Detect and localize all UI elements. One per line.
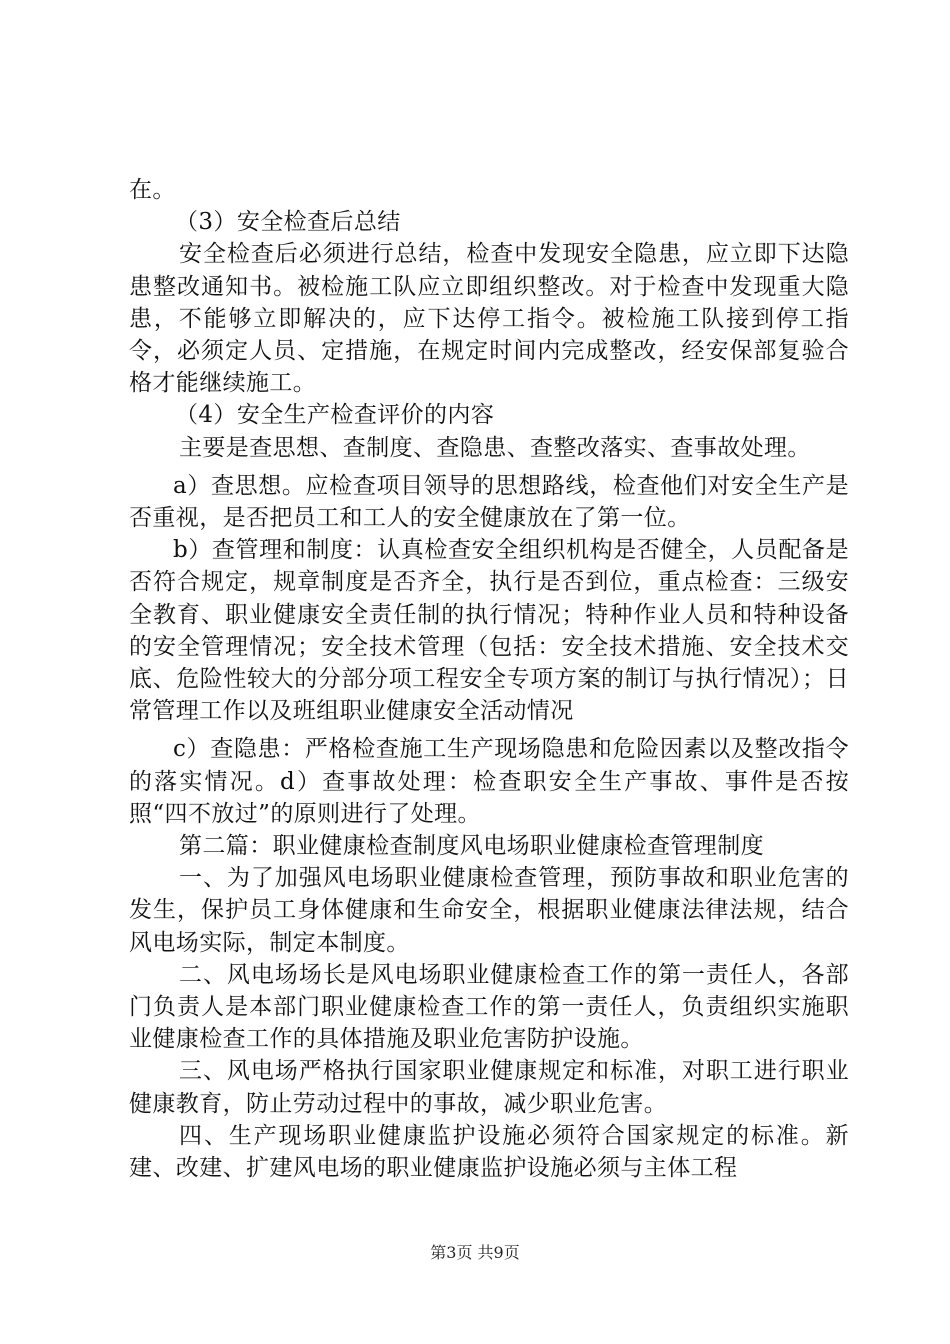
paragraph-item-b: b）查管理和制度：认真检查安全组织机构是否健全，人员配备是否符合规定，规章制度是否齐全，执行是否到位，重点检查：三级安全教育、职业健康安全责任制的执行情况；特种作业人员和特种设备的安全管理情况；安全技术管理（包括：安全技术措施、安全技术交底、危险性较大的分部分项工程安全专项方案的制订与执行情况）；日常管理工作以及班组职业健康安全活动情况 xyxy=(129,537,849,725)
paragraph-article-2: 二、风电场场长是风电场职业健康检查工作的第一责任人，各部门负责人是本部门职业健康检查工作的第一责任人，负责组织实施职业健康检查工作的具体措施及职业危害防护设施。 xyxy=(129,961,849,1053)
section-heading-4: （4）安全生产检查评价的内容 xyxy=(175,402,495,429)
document-body xyxy=(129,174,849,1184)
page-number-footer: 第3页 共9页 xyxy=(430,1243,520,1262)
paragraph-article-3: 三、风电场严格执行国家职业健康规定和标准，对职工进行职业健康教育，防止劳动过程中的事故，减少职业危害。 xyxy=(129,1058,849,1117)
paragraph-summary: 安全检查后必须进行总结，检查中发现安全隐患，应立即下达隐患整改通知书。被检施工队应立即组织整改。对于检查中发现重大隐患，不能够立即解决的，应下达停工指令。被检施工队接到停工指令，必须定人员、定措施，在规定时间内完成整改，经安保部复验合格才能继续施工。 xyxy=(129,241,849,397)
section-heading-3: （3）安全检查后总结 xyxy=(175,209,401,236)
paragraph-article-1: 一、为了加强风电场职业健康检查管理，预防事故和职业危害的发生，保护员工身体健康和生命安全，根据职业健康法律法规，结合风电场实际，制定本制度。 xyxy=(129,865,849,956)
paragraph-continuation: 在。 xyxy=(129,177,176,203)
paragraph-main-content: 主要是查思想、查制度、查隐患、查整改落实、查事故处理。 xyxy=(179,434,811,461)
paragraph-article-4: 四、生产现场职业健康监护设施必须符合国家规定的标准。新建、改建、扩建风电场的职业健康监护设施必须与主体工程 xyxy=(129,1122,849,1182)
paragraph-item-a: a）查思想。应检查项目领导的思想路线，检查他们对安全生产是否重视，是否把员工和工人的安全健康放在了第一位。 xyxy=(129,472,849,532)
chapter-title-2: 第二篇：职业健康检查制度风电场职业健康检查管理制度 xyxy=(179,833,764,860)
paragraph-item-c-d: c）查隐患：严格检查施工生产现场隐患和危险因素以及整改指令的落实情况。d）查事故处理：检查职安全生产事故、事件是否按照“四不放过”的原则进行了处理。 xyxy=(129,736,849,827)
